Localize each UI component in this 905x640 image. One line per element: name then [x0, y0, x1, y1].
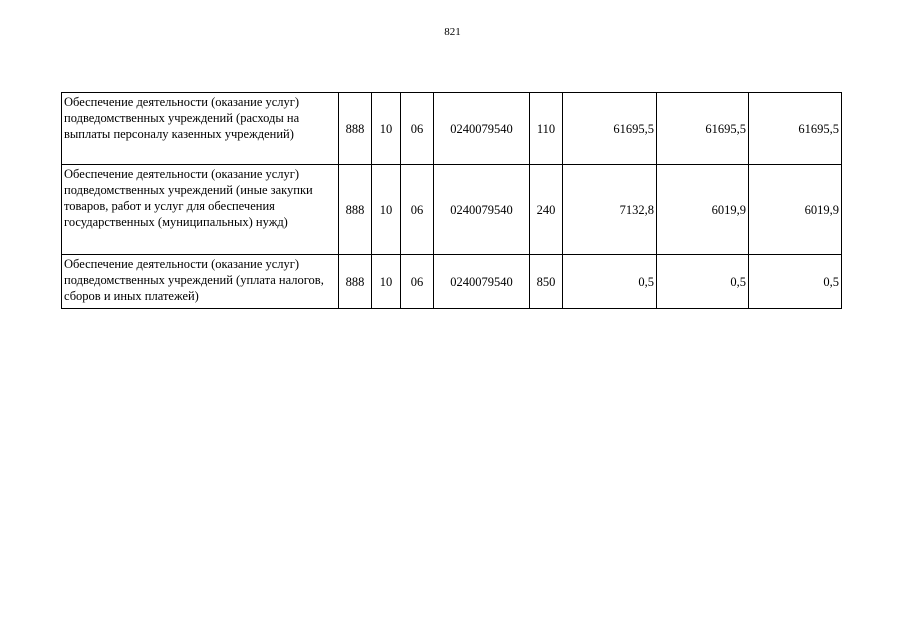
table-row: [62, 165, 842, 255]
section-cell: 10: [372, 255, 401, 309]
budget-table: [61, 92, 842, 309]
section-cell: 10: [372, 165, 401, 255]
amount-1-cell: 0,5: [563, 255, 657, 309]
amount-1-cell: 7132,8: [563, 165, 657, 255]
expense-type-cell: 850: [530, 255, 563, 309]
amount-3-cell: 0,5: [749, 255, 842, 309]
target-article-cell: 0240079540: [434, 255, 530, 309]
row-name-cell: Обеспечение деятельности (оказание услуг) подведомственных учреждений (уплата налогов, сборов и иных платежей): [62, 255, 339, 309]
row-name-cell: Обеспечение деятельности (оказание услуг) подведомственных учреждений (расходы на выплаты персоналу казенных учреждений): [62, 93, 339, 165]
subsection-cell: 06: [401, 255, 434, 309]
target-article-cell: 0240079540: [434, 165, 530, 255]
amount-2-cell: 0,5: [657, 255, 749, 309]
page-number: 821: [444, 26, 461, 38]
amount-3-cell: 6019,9: [749, 165, 842, 255]
amount-2-cell: 61695,5: [657, 93, 749, 165]
expense-type-cell: 110: [530, 93, 563, 165]
table-row: [62, 255, 842, 309]
admin-code-cell: 888: [339, 165, 372, 255]
table-row: [62, 93, 842, 165]
subsection-cell: 06: [401, 165, 434, 255]
section-cell: 10: [372, 93, 401, 165]
amount-2-cell: 6019,9: [657, 165, 749, 255]
admin-code-cell: 888: [339, 255, 372, 309]
target-article-cell: 0240079540: [434, 93, 530, 165]
amount-1-cell: 61695,5: [563, 93, 657, 165]
amount-3-cell: 61695,5: [749, 93, 842, 165]
row-name-cell: Обеспечение деятельности (оказание услуг) подведомственных учреждений (иные закупки товаров, работ и услуг для обеспечения государственных (муниципальных) нужд): [62, 165, 339, 255]
admin-code-cell: 888: [339, 93, 372, 165]
expense-type-cell: 240: [530, 165, 563, 255]
subsection-cell: 06: [401, 93, 434, 165]
